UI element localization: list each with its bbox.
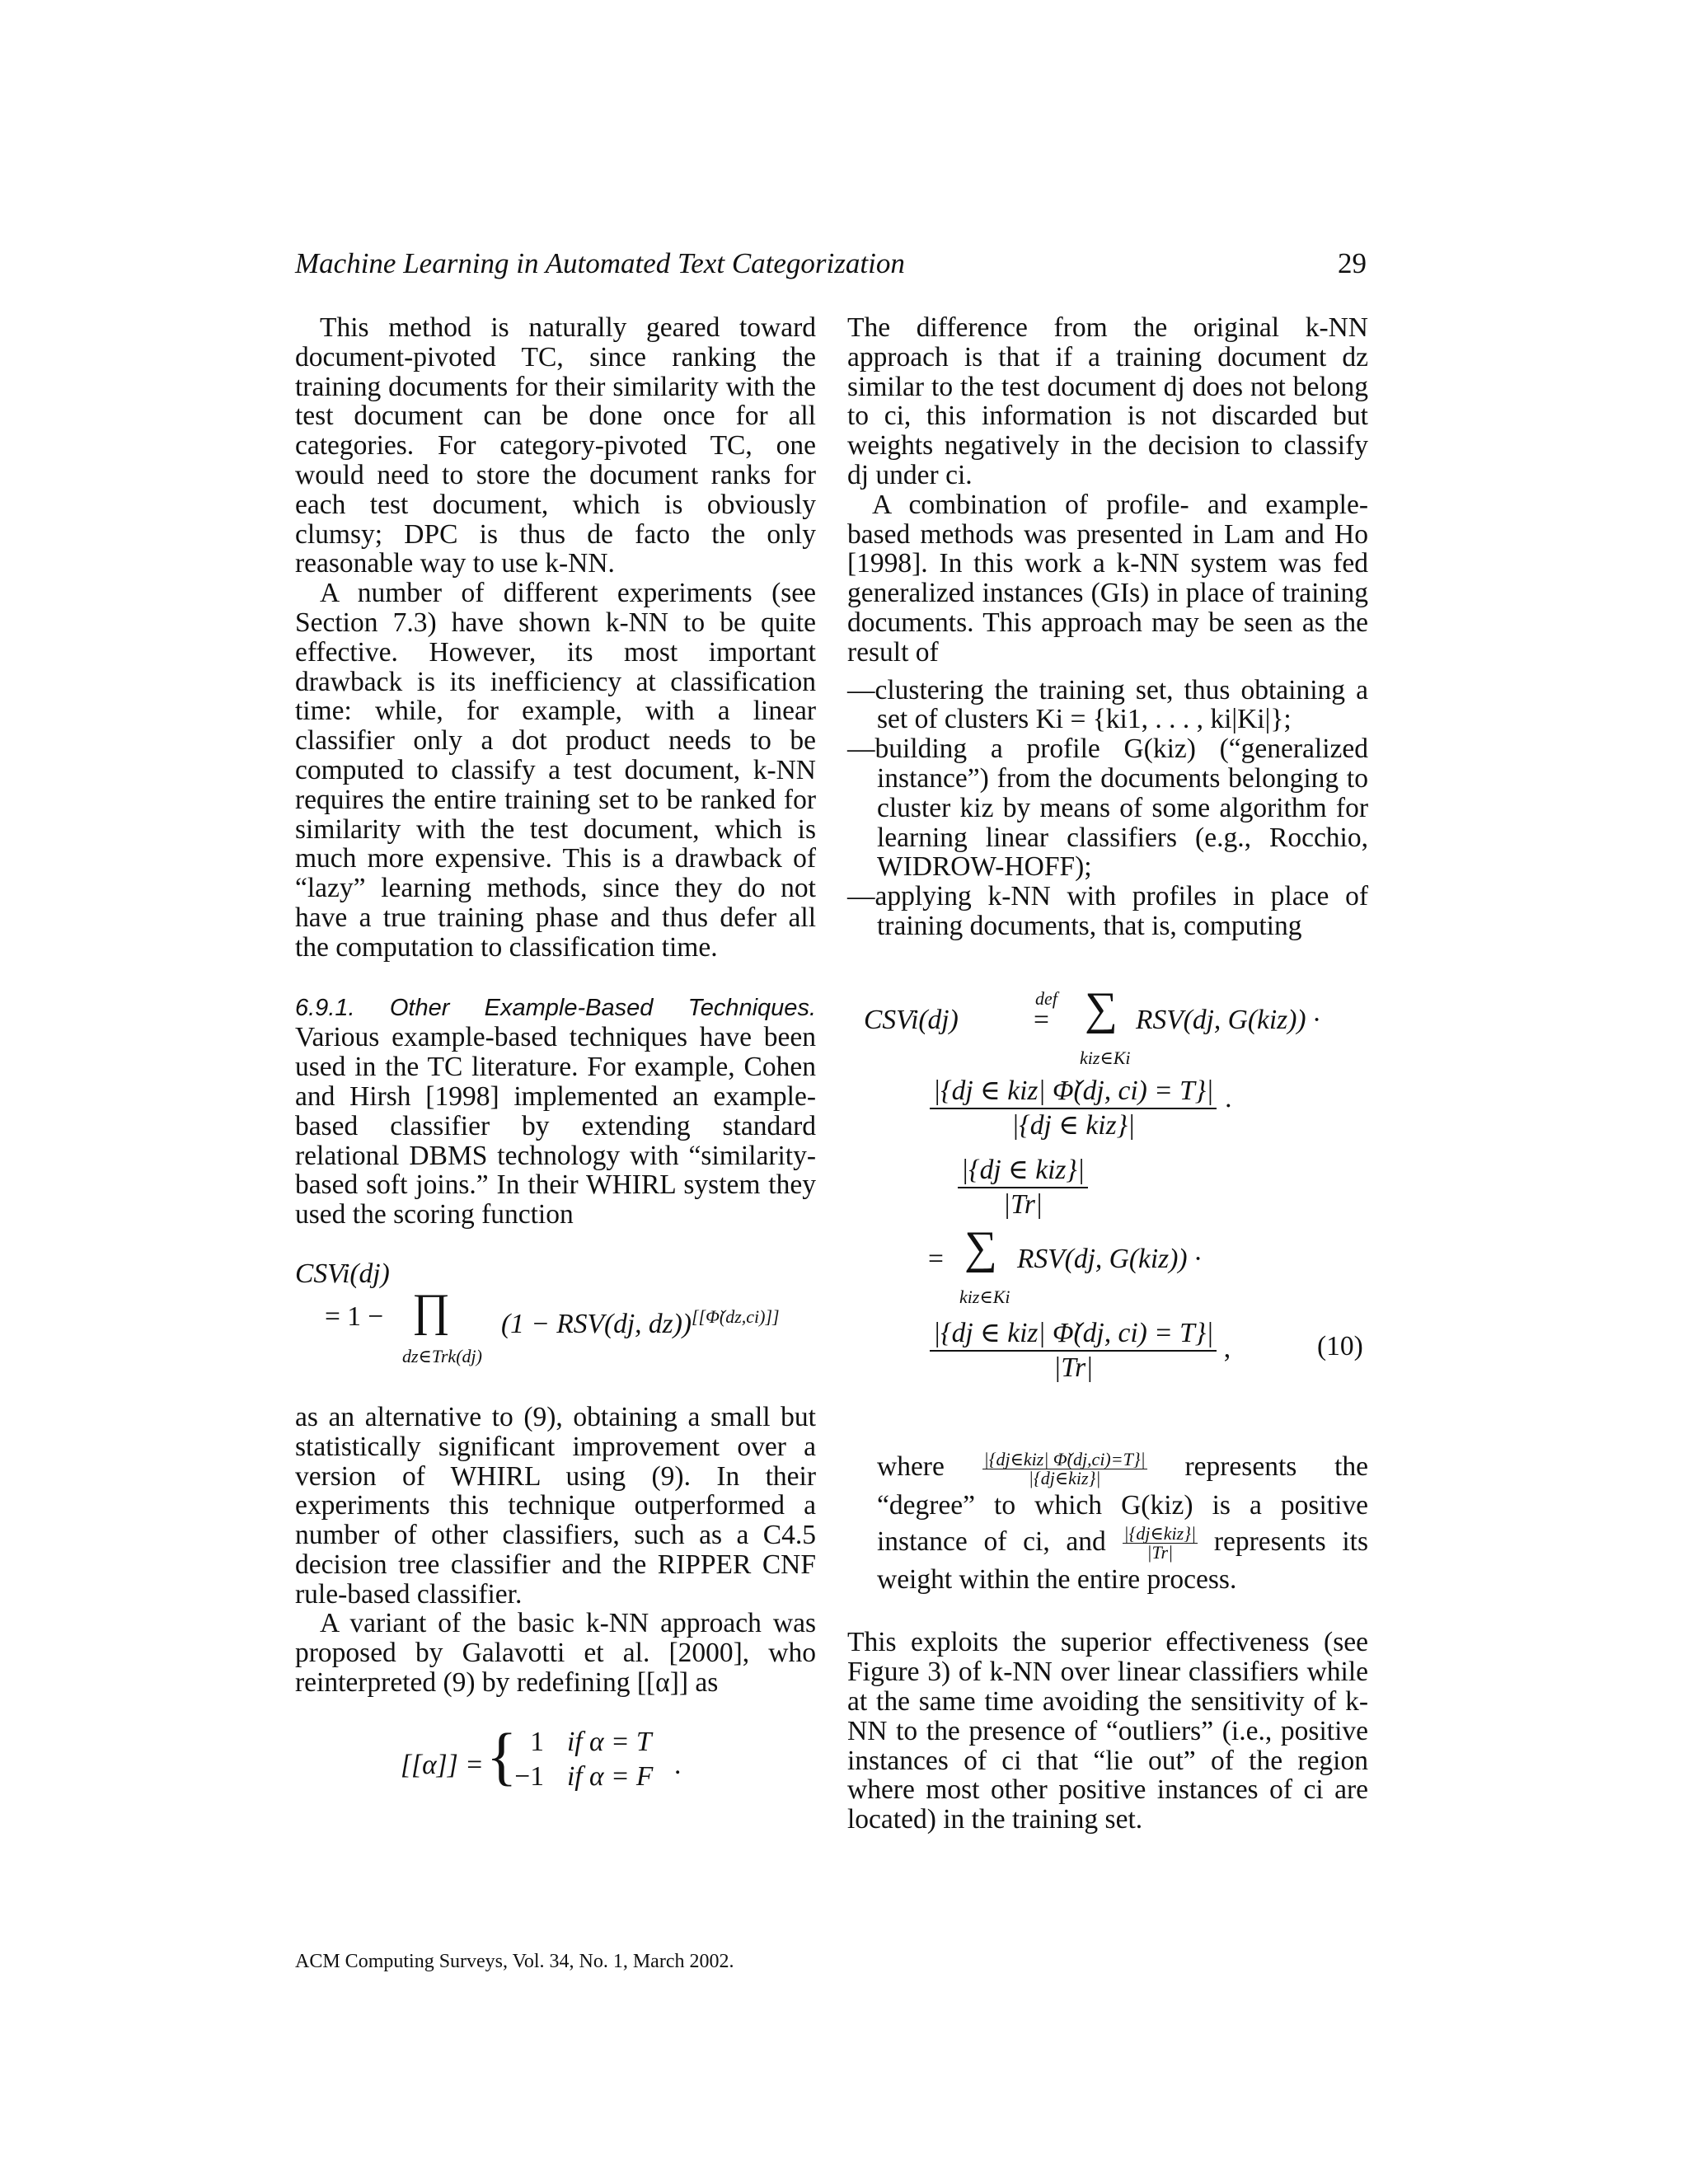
where-frac1-num: |{dj∈kiz| Φ̌(dj,ci)=T}| [983,1448,1146,1469]
bullet-list [847,676,1368,941]
list-item: —building a profile G(kiz) (“generalized instance”) from the documents belonging to cluster kiz by means of some algorithm for learning linear classifiers (e.g., Rocchio, WIDROW-HOFF); [847,733,1368,883]
eq10-lhs: CSVi(dj) [864,1004,959,1035]
eq-alpha-period: . [674,1749,682,1780]
paragraph: The difference from the original k-NN approach is that if a training document dz similar to the test document dj does not belong to ci, this information is not discarded but weights negatively in the decision to classify dj under ci. [847,312,1368,490]
page-number: 29 [1338,247,1367,279]
paragraph: This method is naturally geared toward document-pivoted TC, since ranking the training documents for their similarity with the test document can be done once for all categories. For category-pivoted TC, one would need to store the document ranks for each test document, which is obviously clumsy; DPC is thus de facto the only reasonable way to use k-NN. [295,312,816,579]
equation-10 [847,972,1368,1442]
eq10-defeq: = [1034,1004,1049,1035]
left-column [295,313,816,1811]
equation-alpha [295,1721,816,1811]
section-paragraph [295,992,816,1230]
where-text: represents its weight within the entire process. [877,1526,1369,1596]
sum-symbol: ∑ [1085,982,1118,1034]
sum-symbol: ∑ [964,1221,997,1273]
eq10-frac3-num: |{dj ∈ kiz| Φ̌(dj, ci) = T}| [930,1319,1217,1352]
eq10-fraction-1 [930,1076,1233,1141]
eq10-sum-under-2: kiz∈Ki [959,1286,1010,1307]
where-text: where [877,1451,945,1482]
eq-whirl-under: dz∈Trk(dj) [402,1345,482,1366]
left-brace: { [486,1719,518,1792]
eq10-frac2-num: |{dj ∈ kiz}| [958,1155,1088,1188]
paragraph: A number of different experiments (see Section 7.3) have shown k-NN to be quite effective. However, its most important drawback is its inefficiency at classification time: while, for example, with a linear classifier only a dot product needs to be computed to classify a test document, k-NN requires the entire training set to be ranked for similarity with the test document, which is much more expensive. This is a drawback of “lazy” learning methods, since they do not have a true training phase and thus defer all the computation to classification time. [295,578,816,963]
equation-number: (10) [1317,1330,1363,1361]
equation-whirl [295,1259,816,1383]
section-heading: 6.9.1. Other Example-Based Techniques. [295,994,816,1021]
eq10-term1: RSV(dj, G(kiz)) · [1136,1004,1320,1035]
paragraph: A combination of profile- and example-based methods was presented in Lam and Ho [1998]. In this work a k-NN system was fed generalized instances (GIs) in place of training documents. This approach may be seen as the result of [847,489,1368,668]
eq-whirl-body [501,1302,780,1339]
where-frac2-num: |{dj∈kiz}| [1123,1523,1197,1544]
where-fraction-2 [1123,1525,1198,1562]
eq10-frac1-num: |{dj ∈ kiz| Φ̌(dj, ci) = T}| [930,1076,1217,1109]
eq10-fraction-2 [958,1155,1088,1220]
eq-whirl-lhs: CSVi(dj) [295,1258,390,1289]
eq10-def: def [1035,987,1057,1009]
right-column [847,313,1368,1835]
eq-alpha-cond2: if α = F [567,1760,654,1792]
running-title: Machine Learning in Automated Text Categorization [295,247,905,279]
eq10-sum-under: kiz∈Ki [1080,1047,1131,1068]
eq-whirl-body-text: (1 − RSV(dj, dz)) [501,1309,692,1340]
eq10-comma: , [1223,1333,1231,1364]
eq-alpha-cond1: if α = T [567,1726,652,1757]
eq10-frac3-den: |Tr| [1053,1352,1094,1383]
eq10-frac1-den: |{dj ∈ kiz}| [1011,1109,1136,1141]
where-frac1-den: |{dj∈kiz}| [1028,1467,1101,1488]
product-symbol: ∏ [412,1284,451,1336]
paragraph: as an alternative to (9), obtaining a small but statistically significant improvement over a version of WHIRL using (9). In their experiments this technique outperformed a number of other classifiers, such as a C4.5 decision tree classifier and the RIPPER CNF rule-based classifier. [295,1401,816,1610]
list-item: —applying k-NN with profiles in place of training documents, that is, computing [847,881,1368,941]
where-fraction-1 [982,1448,1147,1488]
eq-whirl-one: = 1 − [325,1301,384,1332]
eq-whirl-exponent: [[Φ̌(dz,ci)]] [692,1305,780,1327]
footer-citation: ACM Computing Surveys, Vol. 34, No. 1, March 2002. [295,1951,734,1972]
eq10-equals: = [928,1243,944,1274]
where-frac2-den: |Tr| [1146,1542,1174,1563]
eq-whirl-eq [325,1302,383,1332]
paragraph: This exploits the superior effectiveness (see Figure 3) of k-NN over linear classifiers while at the same time avoiding the sensitivity of k-NN to the presence of “outliers” (i.e., positive instances of ci that “lie out” of the region where most other positive instances of ci are located) in the training set. [847,1627,1368,1835]
eq10-fraction-3 [930,1319,1231,1383]
eq10-term2: RSV(dj, G(kiz)) · [1017,1243,1202,1274]
eq10-frac2-den: |Tr| [1002,1188,1043,1220]
eq10-dot: · [1223,1090,1233,1122]
where-text: represents the “degree” to which G(kiz) is a positive instance of ci, and [877,1451,1369,1557]
eq-alpha-val2: −1 [514,1760,544,1792]
eq-alpha-val1: 1 [530,1726,544,1757]
paragraph-text: Various example-based techniques have been used in the TC literature. For example, Cohen and Hirsh [1998] implemented an example-based classifier by extending standard relational DBMS technology with “similarity-based soft joins.” In their WHIRL system they used the scoring function [295,1022,816,1230]
list-item: —clustering the training set, thus obtaining a set of clusters Ki = {ki1, . . . , ki|Ki|}; [847,674,1368,735]
eq-alpha-lhs: [[α]] = [401,1749,484,1780]
where-paragraph [847,1449,1368,1599]
paragraph: A variant of the basic k-NN approach was proposed by Galavotti et al. [2000], who reinterpreted (9) by redefining [[α]] as [295,1608,816,1699]
